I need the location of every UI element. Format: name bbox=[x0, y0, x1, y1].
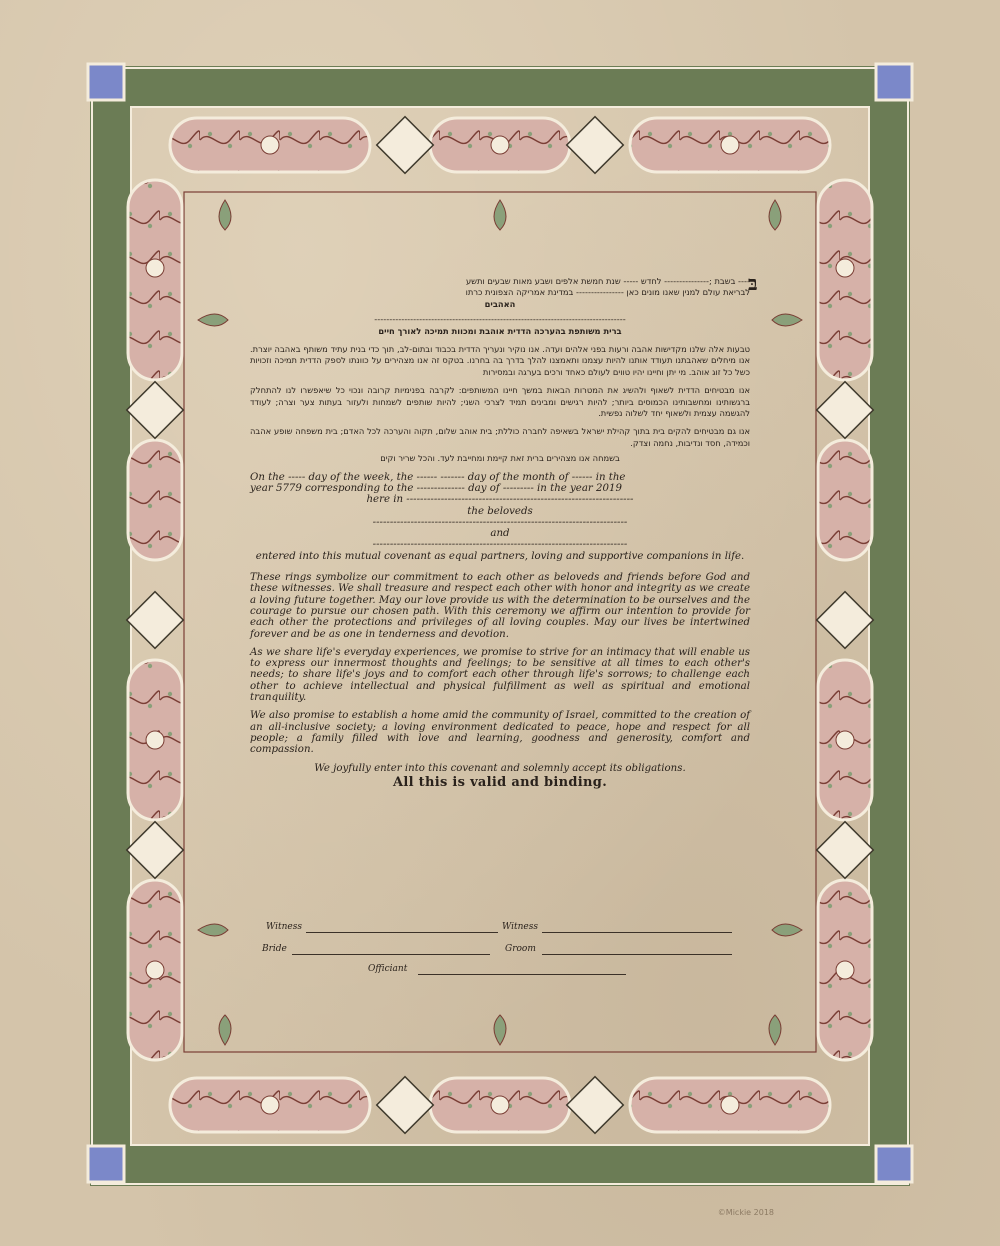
copyright-notice: ©Mickie 2018 bbox=[717, 1208, 774, 1217]
witness2-label: Witness bbox=[502, 922, 538, 932]
witness1-label: Witness bbox=[266, 922, 302, 932]
hebrew-para2: אנו מבטיחים הדדית לשאוף ולהשיג את המטרות הבאות במשך חיינו המשותפים: לקרבה בפנימיות קרובה ונכוי כל שיאפשרו לנו להתחלק ברגשותינו ומחשבותינו הכמוסים ביותר; להיות רגישים ומבינים תמיד לצרכי השני; להיות שותפים לשמחות ולעזור בעתות צער וצרה; לעודד להגשמה עצמית ולשאוף יחד לשלוה נפשית. bbox=[250, 385, 750, 419]
english-entered: entered into this mutual covenant as equal partners, loving and supportive companions in life. bbox=[255, 550, 745, 562]
english-dashline2: -------------------------------------------------------------------------- bbox=[372, 539, 628, 551]
ketubah-text bbox=[250, 276, 750, 976]
officiant-label: Officiant bbox=[368, 964, 408, 974]
english-accept: We joyfully enter into this covenant and solemnly accept its obligations. bbox=[314, 762, 686, 774]
groom-line[interactable] bbox=[542, 954, 732, 955]
english-dashline1: -------------------------------------------------------------------------- bbox=[372, 516, 628, 528]
hebrew-dashline: ------------------------------------------------------------------------------------ bbox=[374, 314, 626, 325]
english-date-line1: On the ----- day of the week, the ------ ------- day of the month of ------ in the bbox=[250, 471, 626, 483]
english-date-line2: year 5779 corresponding to the -------------- day of --------- in the year 2019 bbox=[250, 482, 622, 494]
signature-row-officiant bbox=[250, 964, 750, 978]
english-here-in: here in ------------------------------------------------------------------ bbox=[366, 494, 634, 506]
bride-line[interactable] bbox=[292, 954, 490, 955]
english-para3: We also promise to establish a home amid the community of Israel, committed to the creation of an all-inclusive society; a loving environment dedicated to peace, hope and respect for all people; a family filled with love and learning, goodness and generosity, comfort and compassion. bbox=[250, 710, 750, 756]
decorative-letter: בּ bbox=[748, 271, 758, 295]
english-beloveds: the beloveds bbox=[467, 505, 533, 517]
signature-row-witnesses bbox=[250, 922, 750, 936]
hebrew-line2: לבריאת עולם למנין שאנו מונים כאן ---------------- במדינת אמריקה הצפונית כרתו bbox=[465, 287, 750, 298]
signature-row-couple bbox=[250, 944, 750, 958]
hebrew-para3: אנו גם מבטיחים להקים בית בתוך קהילת ישראל בשאיפה לחברה כוללת; בית אוהב שלום, תקוה והערכה לכל האדם; בית משפחה שופע אהבה וכמידה, חסד ונדיבות, נחמה וצדק. bbox=[250, 426, 750, 448]
hebrew-title: ברית משותפת בהערכה הדדית אוהבת ומכוות תמיכה לאורך חיים bbox=[378, 325, 622, 336]
hebrew-para1: טבעות אלה שלנו מקדישות אהבה ורעות בפני אלהים ועדה. אנו נוקיר ונעריך הדדית בכבוד ובתום-לב, תוך כדי בנית עתיד משותף באהבה יוצרת. אנו מיחלים שאהבתנו תעודד אותנו להיות עצמנו ותאמצנו להלך בדרך בה בחרנו. בטקס זה אנו מצהירים על כוונתו לספק הדדית תמיכה וזכויות כשל כל זוג אוהב. מי יתן וחיינו יהיו טווים לעולם כאחד ורכים בערגה ובמסירות bbox=[250, 344, 750, 377]
english-binding: All this is valid and binding. bbox=[392, 774, 608, 790]
bride-label: Bride bbox=[262, 944, 287, 954]
groom-label: Groom bbox=[505, 944, 536, 954]
english-para1: These rings symbolize our commitment to each other as beloveds and friends before God and these witnesses. We shall treasure and respect each other with honor and integrity as we create a loving future together. May our love provide us with the determination to be ourselves and the courage to pursue our chosen path. With this ceremony we affirm our intention to provide for each other the protections and privileges of all loving couples. May our lives be intertwined forever and be as one in tenderness and devotion. bbox=[250, 572, 750, 640]
officiant-line[interactable] bbox=[418, 974, 626, 975]
hebrew-line3: האהבים bbox=[484, 298, 516, 309]
hebrew-line1: ---- בשבת ;--------------- לחדש ----- שנת חמשת אלפים ושבע מאות שבעים ותשע bbox=[465, 276, 750, 286]
english-para2: As we share life's everyday experiences, we promise to strive for an intimacy that will enable us to express our innermost thoughts and feelings; to be sensitive at all times to each other's needs; to share life's joys and to comfort each other through life's sorrows; to challenge each other to achieve intellectual and physical fulfillment as well as spiritual and emotional tranquility. bbox=[250, 646, 750, 704]
witness2-line[interactable] bbox=[542, 932, 732, 933]
english-and: and bbox=[490, 528, 510, 540]
hebrew-closing: בשמחה אנו מצהירים ברית זאת קיימת ומחייבת לעד. והכל שריר וקים bbox=[380, 453, 620, 464]
witness1-line[interactable] bbox=[306, 932, 498, 933]
